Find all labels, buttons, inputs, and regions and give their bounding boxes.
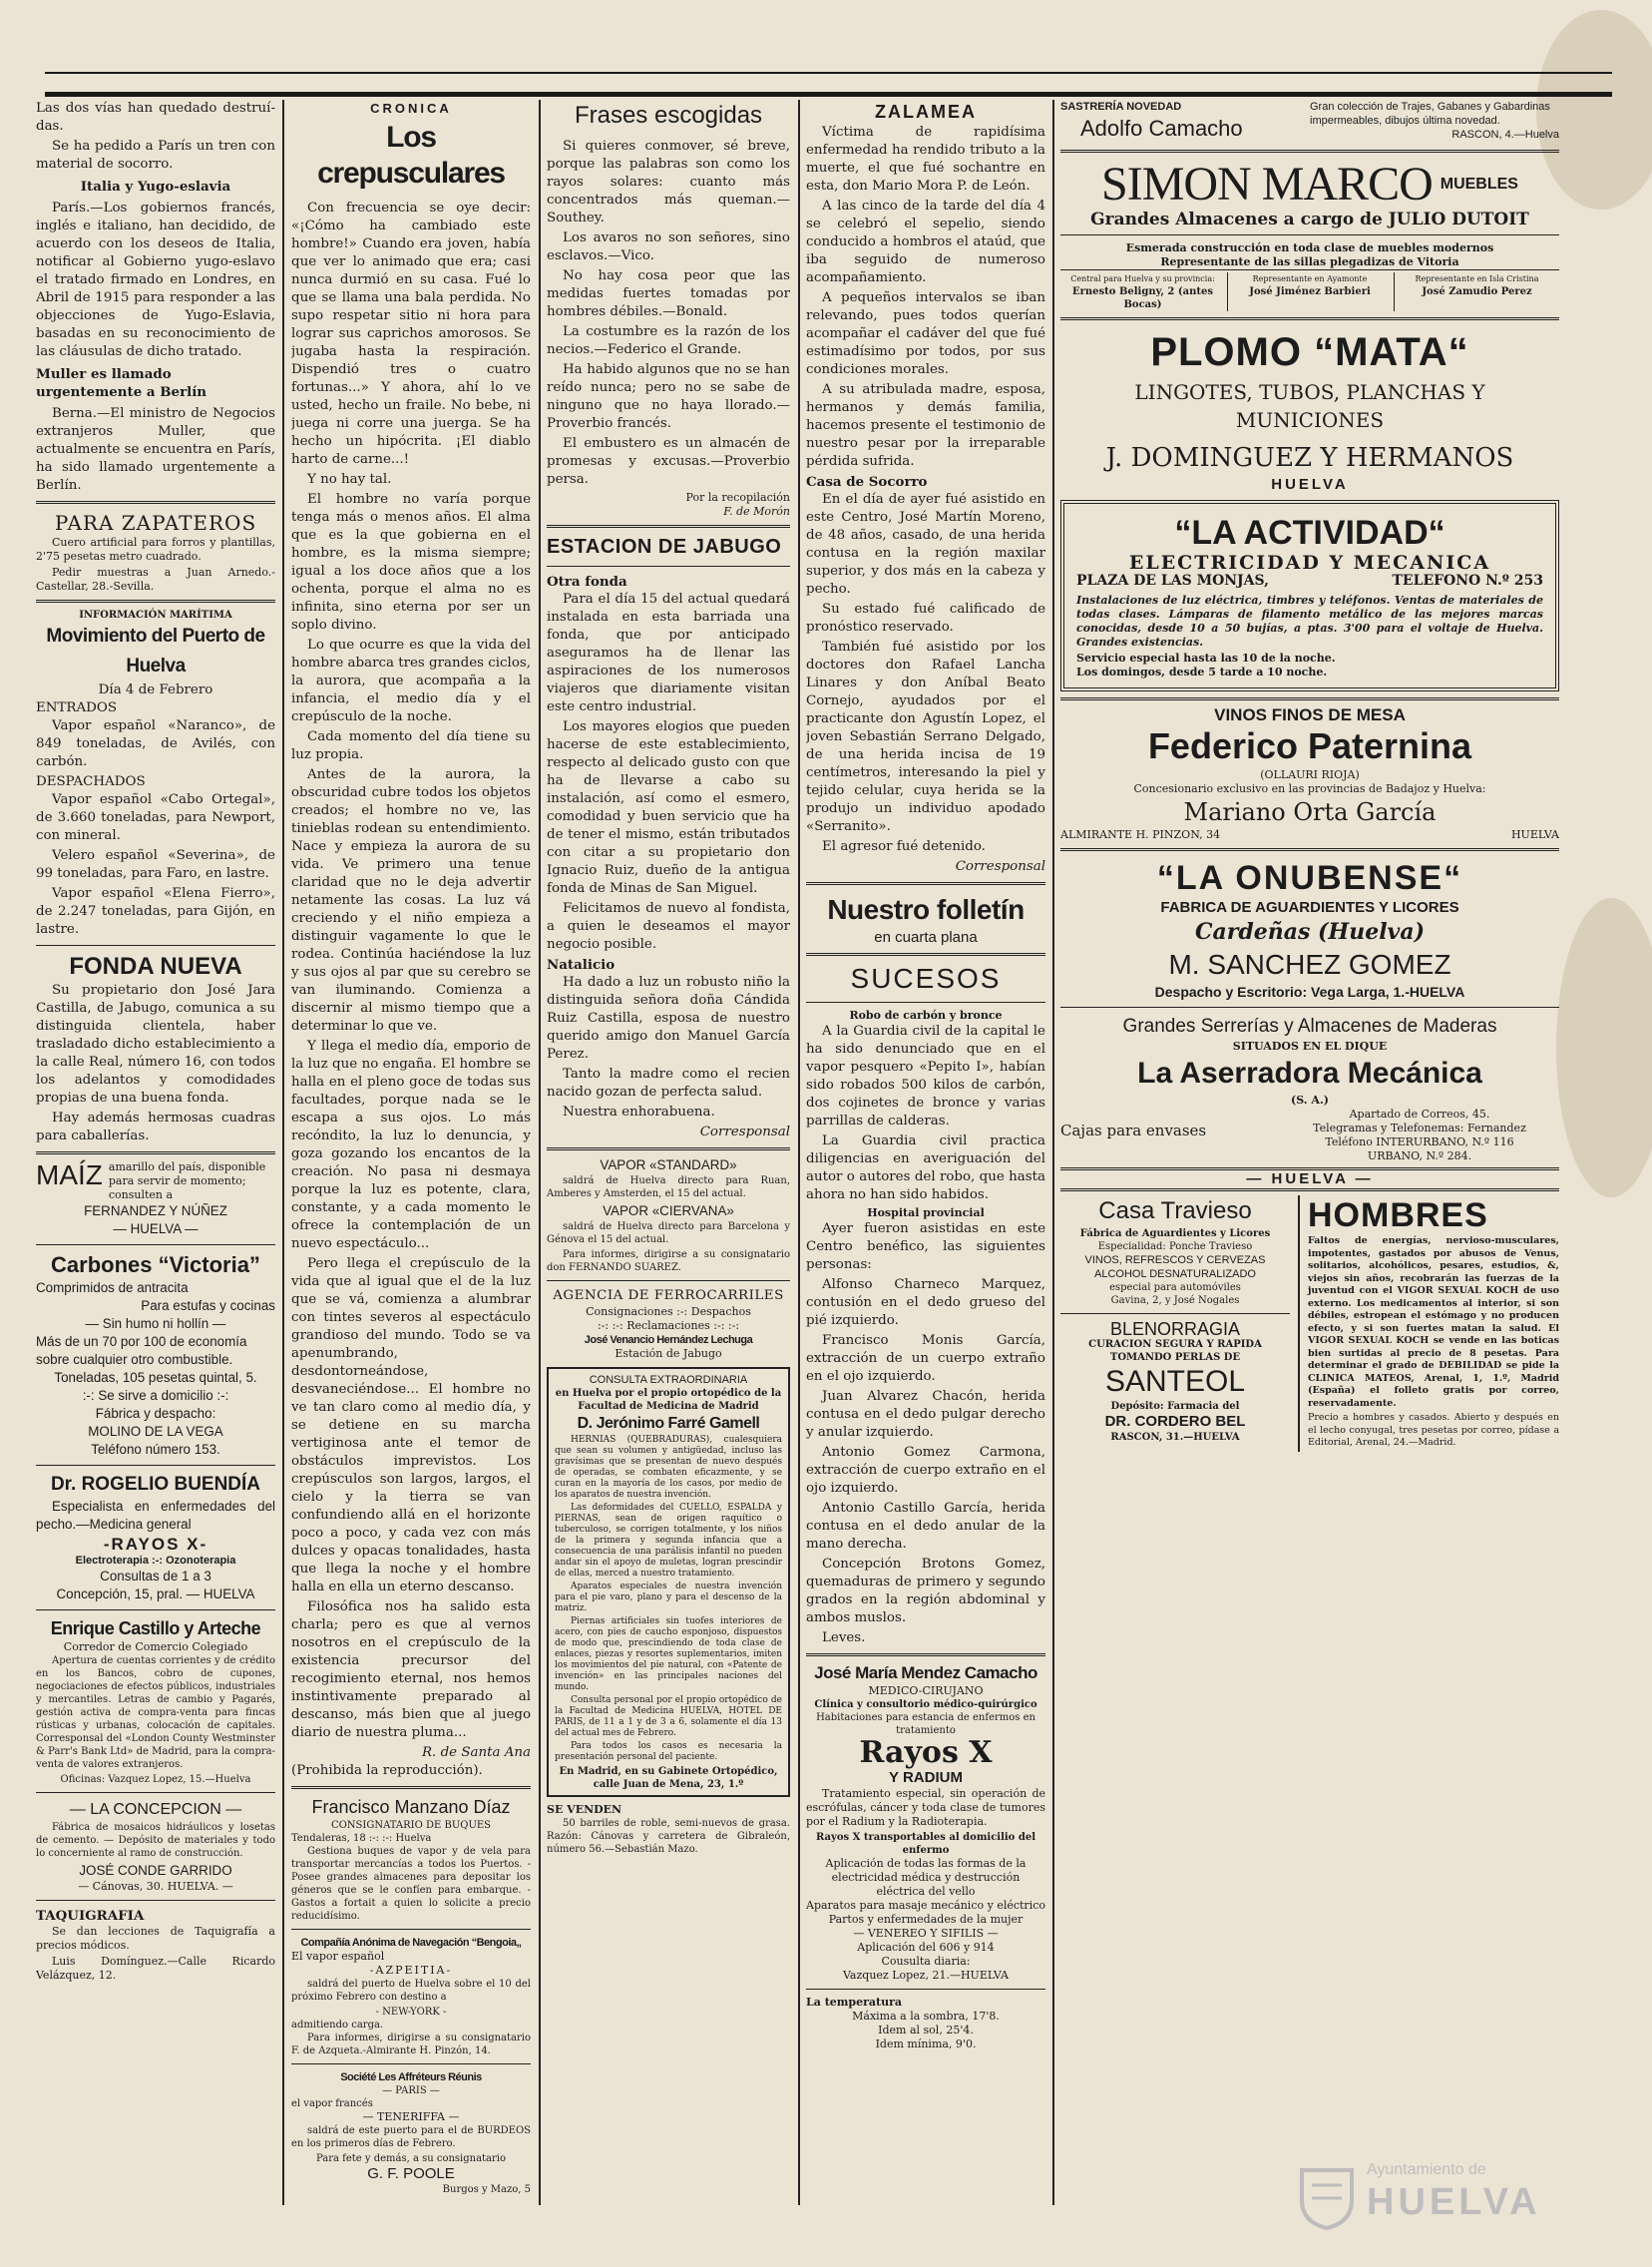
italia-body: París.—Los gobiernos francés, inglés e italiano, han decidido, de acuerdo con los deseos de Italia, notificar al Gobierno yugo-eslavo el tratado firmado en Londres, en Abril de 1915 para responder a las objecciones de Yugo-Eslavia, basadas en su reconocimiento de las cláusulas de dicho tratado. <box>36 201 275 359</box>
zalamea-paragraph: Víctima de rapidísima enfermedad ha rendido tributo a la muerte, el que fué sochantre en esta, don Mario Mora P. de León. <box>806 125 1045 194</box>
maiz-city: — HUELVA — <box>113 1221 199 1236</box>
bengoia-ship: -AZPEITIA- <box>369 1964 453 1977</box>
fonda-extra: Hay además hermosas cuadras para caballerías. <box>36 1111 275 1143</box>
mendez-aparatos: Aparatos para masaje mecánico y eléctrico <box>806 1899 1045 1912</box>
sastreria-kicker: SASTRERÍA NOVEDAD <box>1060 101 1182 113</box>
mendez-domicilio: Rayos X transportables al domicilio del enfermo <box>815 1832 1035 1856</box>
temp-line: Máxima a la sombra, 17'8. <box>852 2010 1000 2023</box>
manzano-title: Francisco Manzano Díaz <box>311 1797 511 1817</box>
consulta-doctor: D. Jerónimo Farré Gamell <box>577 1415 760 1432</box>
aserradora-info <box>1060 1108 1559 1163</box>
mendez-clinic: Clínica y consultorio médico-quirúrgico <box>814 1699 1037 1710</box>
consulta-personal: Consulta personal por el propio ortopédico de la Facultad de Medicina HUELVA, HOTEL DE PARIS, de 11 a 1 y de 3 a 6, solamente el día 13 del actual mes de Febrero. <box>555 1695 782 1738</box>
vinos-city: HUELVA <box>1510 828 1559 841</box>
italia-title: Italia y Yugo-eslavia <box>80 179 231 195</box>
corresponsal: Corresponsal <box>699 1125 790 1139</box>
onubense-sub: FABRICA DE AGUARDIENTES Y LICORES <box>1160 899 1459 916</box>
cronica-paragraph: Con frecuencia se oye decir: «¡Cómo ha cambiado este hombre!» Cuando era joven, había que ver lo animado que era; casi nunca durmió en su casa. Fué lo que se llama una bala perdida. No supo respetar sitio ni hora para lograr sus caprichos amorosos. Se jugaba hasta la respiración. Dispendió tres o cuatro fortunas...» Y ahora, ahí lo ve usted, hecho un fraile. No bebe, ni juega ni corre una juerga. Se ha hecho un hipócrita. ¡El diablo harto de carne...! <box>291 201 531 467</box>
zapateros-contact: Pedir muestras a Juan Arnedo.-Castellar, 28.-Sevilla. <box>36 566 275 593</box>
cronica-note: (Prohibida la reproducción). <box>291 1763 483 1778</box>
rayos-sub: Y RADIUM <box>889 1769 963 1786</box>
carbones-line: Comprimidos de antracita <box>36 1280 189 1295</box>
simon-agent <box>1227 272 1393 311</box>
aserradora-sa: (S. A.) <box>1291 1094 1329 1107</box>
hospital-paragraph: Antonio Gomez Carmona, extracción de cuerpo extraño en el ojo izquierdo. <box>806 1445 1045 1496</box>
manzano-sub: CONSIGNATARIO DE BUQUES <box>330 1820 492 1831</box>
vinos-title: Federico Paternina <box>1147 725 1472 766</box>
vinos-kicker: VINOS FINOS DE MESA <box>1214 705 1406 724</box>
sastreria-ad <box>1060 100 1559 144</box>
aserradora-line: URBANO, N.º 284. <box>1367 1149 1472 1162</box>
mendez-partos: Partos y enfermedades de la mujer <box>828 1913 1024 1926</box>
carbones-line: Más de un 70 por 100 de economía sobre cualquier otro combustible. <box>36 1334 247 1367</box>
watermark-line1: Ayuntamiento de <box>1367 2161 1486 2178</box>
mendez-hab: Habitaciones para estancia de enfermos en tratamiento <box>816 1712 1035 1736</box>
natalicio-paragraph: Tanto la madre como el recien nacido gozan de perfecta salud. <box>547 1067 790 1100</box>
simon-agent-label: Representante en Ayamonte <box>1252 274 1368 283</box>
otra-fonda-paragraph: Para el día 15 del actual quedará instalada en esta barriada una fonda, que por anticipado aseguramos ha de llenar las aspiraciones de los numerosos viajeros que diariamente visitan este centro industrial. <box>547 592 790 714</box>
consulta-madrid: En Madrid, en su Gabinete Ortopédico, calle Juan de Mena, 23, 1.º <box>559 1766 778 1790</box>
vapor2-body: saldrá de Huelva directo para Barcelona y Génova el 15 del actual. <box>547 1221 790 1245</box>
vinos-name: Mariano Orta García <box>1183 798 1437 826</box>
zalamea-title: ZALAMEA <box>875 102 977 122</box>
bengoia-vapor: El vapor español <box>291 1950 385 1963</box>
sastreria-right <box>1310 100 1559 144</box>
socorro-title: Casa de Socorro <box>806 474 928 490</box>
socorro-paragraph: En el día de ayer fué asistido en este Centro, José Martín Moreno, de 48 años, casado, de una herida contusa en la región maxilar superior, y dos más en la cabeza y pecho. <box>806 492 1045 597</box>
maiz-body: amarillo del país, disponible para servir de momento; consulten a <box>108 1160 266 1201</box>
hombres-body: Faltos de energías, nervioso-musculares, impotentes, gastados por abusos de Venus, solitarios, alcohólicos, pesares, estudios, &, viejos sin años, recobrarán las fuerzas de la juventud con el VIGOR SEXUAL KOCH de uso externo. Los medicamentos al interior, si son débiles, estropean el estómago y no producen efecto, y si son fuertes matan la salud. El VIGOR SEXUAL KOCH se vende en las boticas bien surtidas al precio de 8 pesetas. Para determinar el grado de DEBILIDAD se pide la CLINICA MATEOS, Arenal, 1, 1.º, Madrid (España) el folleto gratis por correo, reservadamente. <box>1308 1235 1559 1409</box>
castillo-sub: Corredor de Comercio Colegiado <box>63 1640 248 1653</box>
buendia-addr: Concepción, 15, pral. — HUELVA <box>56 1587 255 1601</box>
concepcion-owner: JOSÉ CONDE GARRIDO <box>79 1863 232 1878</box>
mendez-title: José María Mendez Camacho <box>814 1663 1037 1682</box>
mendez-addr: Vazquez Lopez, 21.—HUELVA <box>842 1969 1009 1982</box>
zalamea-paragraph: A las cinco de la tarde del día 4 se celebró el sepelio, siendo conducido a hombros el ataúd, que iba seguido de numeroso acompañamiento. <box>806 199 1045 285</box>
carbones-title: Carbones “Victoria” <box>51 1252 260 1277</box>
sastreria-name: Adolfo Camacho <box>1080 116 1243 141</box>
cronica-paragraph: Pero llega el crepúsculo de la vida que al igual que el de la luz que se vá, comienza a alumbrar con tintes severos al espectáculo grandioso del mundo. Todo se va apenumbrando, desdontorneándose, desvaneciéndose... El hombre no ve tan claro como al medio día, y se detiene en su marcha vertiginosa ante el temor de obstáculos imprevistos. Los crepúsculos son largos, largos, el cielo y la tierra se van confundiendo allá en el horizonte poco a poco, y cada vez con más dulces y opacas tonalidades, hasta que llega la noche y el hombre halla en ella un eterno descanso. <box>291 1256 531 1594</box>
socorro-paragraph: Su estado fué calificado de pronóstico reservado. <box>806 602 1045 635</box>
buendia-electro: Electroterapia :-: Ozonoterapia <box>75 1555 236 1567</box>
frase: El embustero es un almacén de promesas y excusas.—Proverbio persa. <box>547 436 790 487</box>
simon-sub: Grandes Almacenes a cargo de JULIO DUTOIT <box>1090 210 1529 229</box>
divider <box>806 1989 1045 1990</box>
venden-title: SE VENDEN <box>547 1803 622 1816</box>
simon-agent-name: José Zamudio Perez <box>1422 286 1532 297</box>
simon-rep: Representante de las sillas plegadizas de Vitoria <box>1160 255 1459 268</box>
serrerias-title: Grandes Serrerías y Almacenes de Maderas <box>1122 1016 1497 1037</box>
travieso-title: Casa Travieso <box>1098 1197 1252 1224</box>
cronica-paragraph: Cada momento del día tiene su luz propia. <box>291 729 531 762</box>
divider <box>547 1147 790 1150</box>
travieso-auto: especial para automóviles <box>1109 1282 1241 1293</box>
column-divider <box>798 100 800 2205</box>
frase: La costumbre es la razón de los necios.—Federico el Grande. <box>547 324 790 357</box>
carbones-line: — Sin humo ni hollín — <box>85 1316 226 1331</box>
concepcion-addr: — Cánovas, 30. HUELVA. — <box>78 1880 233 1893</box>
muller-body: Berna.—El ministro de Negocios extranjeros Muller, que actualmente se encuentra en París, ha sido llamado urgentemente a Berlín. <box>36 406 275 493</box>
frase: Si quieres conmover, sé breve, porque las palabras son como los rayos solares: cuanto más concentrados más queman.—Southey. <box>547 139 790 226</box>
divider <box>36 600 275 603</box>
cronica-title: Los crepusculares <box>317 121 505 190</box>
actividad-contact <box>1076 572 1543 590</box>
divider <box>547 566 790 567</box>
mendez-606: Aplicación del 606 y 914 <box>857 1941 995 1954</box>
buendia-hours: Consultas de 1 a 3 <box>100 1569 211 1584</box>
intro-line: Las dos vías han quedado destruí-das. <box>36 101 275 134</box>
hospital-paragraph: Ayer fueron asistidas en este Centro benéfico, las siguientes personas: <box>806 1221 1045 1272</box>
bengoia-route: saldrá del puerto de Huelva sobre el 10 del próximo Febrero con destino a <box>291 1979 531 2003</box>
plomo-city: HUELVA <box>1271 476 1349 493</box>
bengoia-info: Para informes, dirigirse a su consignatario F. de Azqueta.-Almirante H. Pinzón, 14. <box>291 2033 531 2056</box>
left-ads <box>1060 1195 1290 1452</box>
zapateros-body: Cuero artificial para forros y plantillas, 2'75 pesetas metro cuadrado. <box>36 536 275 563</box>
maritima-title: Movimiento del Puerto de Huelva <box>46 626 265 677</box>
vapor1-body: saldrá de Huelva directo para Ruan, Amberes y Amsterden, el 15 del actual. <box>547 1175 790 1199</box>
simon-agent-name: Ernesto Beligny, 2 (antes Bocas) <box>1072 286 1213 310</box>
simon-agent <box>1394 272 1559 311</box>
divider <box>291 1786 531 1789</box>
consulta-close: Para todos los casos es necesaria la presentación personal del paciente. <box>555 1741 782 1762</box>
bottom-ads <box>1060 1195 1559 1452</box>
travieso-spec: Especialidad: Ponche Travieso <box>1097 1241 1253 1252</box>
natalicio-paragraph: Ha dado a luz un robusto niño la distinguida señora doña Cándida Ruiz Castilla, esposa de nuestro querido amigo don Manuel García Perez. <box>547 975 790 1062</box>
affreteurs-ship: — TENERIFFA — <box>362 2110 460 2123</box>
column-1 <box>36 100 275 2205</box>
buendia-rayos: -RAYOS X- <box>103 1535 208 1554</box>
column-3 <box>547 100 790 2205</box>
divider <box>806 1002 1045 1003</box>
vapor2-title: VAPOR «CIERVANA» <box>603 1203 734 1218</box>
column-2 <box>291 100 531 2205</box>
concepcion-title: — LA CONCEPCION — <box>69 1801 242 1818</box>
hospital-paragraph: Alfonso Charneco Marquez, contusión en el dedo grueso del pié izquierdo. <box>806 1277 1045 1328</box>
municipal-watermark <box>1297 2155 1616 2235</box>
frase: Ha habido algunos que no se han reído nunca; pero no se sabe de ninguno que no haya llorado.—Proverbio francés. <box>547 362 790 431</box>
ad-divider <box>1298 1195 1300 1452</box>
vinos-footer <box>1060 828 1559 842</box>
frase: Los avaros no son señores, sino esclavos.—Vico. <box>547 230 790 263</box>
hospital-paragraph: Francisco Monis García, extracción de un cuerpo extraño en el ojo izquierdo. <box>806 1333 1045 1384</box>
consulta-hernias: HERNIAS (QUEBRADURAS), cualesquiera que sean su volumen y antigüedad, incluso las gravísimas que se presentan de nuevo después de operadas, se combaten eficazmente, y se curan en la mayoría de los casos, por medio de los aparatos de nuestra invención. <box>555 1435 782 1500</box>
hombres-title: HOMBRES <box>1308 1196 1488 1234</box>
travieso-alcohol: ALCOHOL DESNATURALIZADO <box>1094 1268 1256 1280</box>
affreteurs-city: — PARIS — <box>382 2085 440 2096</box>
top-rule-thick <box>45 92 1612 97</box>
temp-line: Idem al sol, 25'4. <box>878 2024 974 2037</box>
zapateros-title: PARA ZAPATEROS <box>54 511 257 535</box>
socorro-paragraph: El agresor fué detenido. <box>822 839 986 854</box>
buendia-title: Dr. ROGELIO BUENDÍA <box>50 1474 261 1495</box>
bengoia-dest: - NEW-YORK - <box>375 2007 447 2018</box>
divider <box>1060 697 1559 700</box>
divider <box>36 1609 275 1610</box>
mendez-body: Tratamiento especial, sin operación de escrófulas, cáncer y toda clase de tumores por el Radium y la Radioterapia. <box>806 1787 1045 1828</box>
divider <box>36 1792 275 1793</box>
actividad-title: “LA ACTIVIDAD“ <box>1174 514 1446 552</box>
onubense-title: “LA ONUBENSE“ <box>1156 859 1463 897</box>
sucesos-title: SUCESOS <box>850 963 1002 994</box>
right-ads <box>1308 1195 1559 1452</box>
cronica-paragraph: Y llega el medio día, emporio de la luz que no engaña. El hombre se halla en el pleno goce de todas sus facultades, porque nada se le escapa a sus ojos. Lo más recóndito, la luz lo denuncia, y goza gozando los encantos de la creación. No pasa ni desmaya porque la luz es potente, clara, constante, y a cada momento le ofrece la contemplación de un nuevo espectáculo... <box>291 1039 531 1251</box>
cronica-paragraph: Y no hay tal. <box>307 472 392 487</box>
cronica-paragraph: Antes de la aurora, la obscuridad cubre todos los objetos creados; el hombre no ve, las tinieblas rodean su entendimiento. Nace y empieza la aurora de su vida. Ve primero una tenue claridad que no le deja advertir netamente las cosas. La luz vá creciendo y el niño empieza a distinguir vagamente lo que le rodea. Continúa haciéndose la luz y sus ojos al par que su cerebro se van iluminando. Comienza a discernir al mismo tiempo que a determinar lo que ve. <box>291 767 531 1034</box>
natalicio-title: Natalicio <box>547 957 616 973</box>
mendez-apl: Aplicación de todas las formas de la electricidad médica y destrucción eléctrica del vello <box>825 1857 1027 1898</box>
vinos-place: (OLLAURI RIOJA) <box>1260 768 1360 781</box>
folletin-sub: en cuarta plana <box>874 929 978 946</box>
divider <box>806 1653 1045 1656</box>
serrerias-sub: SITUADOS EN EL DIQUE <box>1232 1040 1388 1053</box>
otra-fonda-title: Otra fonda <box>547 574 627 590</box>
divider <box>36 1151 275 1154</box>
maritima-date: Día 4 de Febrero <box>98 682 213 697</box>
blenorragia-dr: DR. CORDERO BEL <box>1104 1413 1246 1430</box>
affreteurs-info: Para fete y demás, a su consignatario <box>315 2153 507 2164</box>
affreteurs-vapor: el vapor francés <box>291 2098 373 2109</box>
vapor1-title: VAPOR «STANDARD» <box>600 1157 737 1172</box>
simon-agent <box>1060 272 1225 311</box>
aserradora-line: Apartado de Correos, 45. <box>1349 1108 1490 1121</box>
aserradora-city: — HUELVA — <box>1060 1167 1559 1191</box>
taquigrafia-addr: Luis Domínguez.—Calle Ricardo Velázquez, 12. <box>36 1955 275 1982</box>
blenorragia-addr: RASCON, 31.—HUELVA <box>1110 1432 1240 1443</box>
despachado-item: Vapor español «Cabo Ortegal», de 3.660 toneladas, para Newport, con mineral. <box>36 792 275 843</box>
agencia-line: Consignaciones :-: Despachos <box>586 1305 751 1318</box>
consulta-ad <box>547 1367 790 1797</box>
estacion-title: ESTACION DE JABUGO <box>547 536 782 558</box>
frase: No hay cosa peor que las medidas fuertes tomadas por hombres débiles.—Bonald. <box>547 268 790 319</box>
blenorragia-sub: CURACION SEGURA Y RAPIDA TOMANDO PERLAS DE <box>1088 1339 1262 1363</box>
zalamea-paragraph: A pequeños intervalos se iban relevando, pues todos querían acompañar el cadáver del que fué estimadísimo por todos, por sus condiciones morales. <box>806 290 1045 377</box>
hombres-foot: Precio a hombres y casados. Abierto y después en el lecho conyugal, tres pesetas por correo, pídase a Editorial, Arenal, 24.—Madrid. <box>1308 1412 1559 1448</box>
divider <box>36 945 275 946</box>
aserradora-line: Telegramas y Telefonemas: Fernandez <box>1313 1122 1526 1134</box>
carbones-line: :-: Se sirve a domicilio :-: <box>82 1388 229 1403</box>
cronica-paragraph: Filosófica nos ha salido esta charla; pero es que al vernos nosotros en el crepúsculo de la existencia precursor del recogimiento eternal, nos hemos instintivamente preparado al descanso, más bien que al juego diario de nuestra pluma... <box>291 1599 531 1740</box>
divider <box>1060 1313 1290 1314</box>
mendez-sub: MEDICO-CIRUJANO <box>868 1684 984 1697</box>
simon-agent-name: José Jiménez Barbieri <box>1249 286 1371 297</box>
column-divider <box>282 100 284 2205</box>
travieso-sub: Fábrica de Aguardientes y Licores <box>1079 1228 1271 1239</box>
frases-credit: Por la recopilación <box>685 491 790 504</box>
column-divider <box>1052 100 1054 2205</box>
mendez-diaria: Cousulta diaria: <box>881 1955 971 1968</box>
vinos-addr: ALMIRANTE H. PINZON, 34 <box>1060 828 1221 841</box>
watermark-line2: HUELVA <box>1367 2181 1541 2223</box>
fonda-title: FONDA NUEVA <box>69 953 242 980</box>
aserradora-title: La Aserradora Mecánica <box>1137 1057 1482 1090</box>
blenorragia-title: BLENORRAGIA <box>1109 1319 1241 1339</box>
divider <box>36 1900 275 1901</box>
divider <box>1060 317 1559 320</box>
aserradora-cajas: Cajas para envases <box>1060 1122 1207 1139</box>
agencia-title: AGENCIA DE FERROCARRILES <box>553 1288 784 1303</box>
divider <box>36 1465 275 1466</box>
travieso-addr: Gavina, 2, y José Nogales <box>1110 1295 1240 1306</box>
column-4 <box>806 100 1045 2205</box>
paper-stain <box>1556 898 1652 1197</box>
travieso-vinos: VINOS, REFRESCOS Y CERVEZAS <box>1084 1254 1266 1266</box>
castillo-title: Enrique Castillo y Arteche <box>50 1618 261 1638</box>
divider <box>806 953 1045 956</box>
simon-header <box>1060 159 1559 211</box>
divider <box>1060 234 1559 235</box>
simon-agent-label: Representante en Isla Cristina <box>1415 274 1539 283</box>
robo-paragraph: La Guardia civil practica diligencias en averiguación del autor o autores del robo, que hasta ahora no han sido habidos. <box>806 1134 1045 1202</box>
column-divider <box>539 100 541 2205</box>
manzano-addr: Tendaleras, 18 :-: :-: Huelva <box>291 1833 432 1844</box>
maiz-title: MAÍZ <box>36 1159 103 1190</box>
blenorragia-dep: Depósito: Farmacia del <box>1110 1401 1240 1412</box>
affreteurs-addr: Burgos y Mazo, 5 <box>442 2184 531 2195</box>
carbones-line: Toneladas, 105 pesetas quintal, 5. <box>54 1370 257 1385</box>
corresponsal: Corresponsal <box>955 859 1045 874</box>
consulta-deformidades: Las deformidades del CUELLO, ESPALDA y PIERNAS, sean de origen raquítico o tuberculoso, se corrigen totalmente, y los niños de la primera y segunda infancia que a consecuencia de una parálisis infantil no pueden andar sin el apoyo de muletas, logran prescindir de ellas, merced a nuestro tratamiento. <box>555 1503 782 1579</box>
agencia-name: José Venancio Hernández Lechuga <box>584 1334 753 1346</box>
actividad-addr: PLAZA DE LAS MONJAS, <box>1076 573 1270 589</box>
carbones-line: MOLINO DE LA VEGA <box>88 1424 223 1439</box>
venden-body: 50 barriles de roble, semi-nuevos de grasa. Razón: Cánovas y carretera de Gibraleón, número 56.—Sebastián Mazo. <box>547 1818 790 1855</box>
bengoia-title: Compañía Anónima de Navegación “Bengoia„ <box>300 1937 522 1949</box>
carbones-line: Fábrica y despacho: <box>95 1406 216 1421</box>
buendia-body: Especialista en enfermedades del pecho.—Medicina general <box>36 1499 275 1532</box>
onubense-addr: Despacho y Escritorio: Vega Larga, 1.-HUELVA <box>1154 984 1465 1000</box>
divider <box>806 882 1045 885</box>
actividad-sub: ELECTRICIDAD Y MECANICA <box>1128 552 1491 574</box>
sastreria-left <box>1060 100 1290 144</box>
despachado-item: Velero español «Severina», de 99 toneladas, para Faro, en lastre. <box>36 848 275 881</box>
frases-author: F. de Morón <box>723 505 790 518</box>
divider <box>547 1280 790 1281</box>
plomo-title: PLOMO “MATA“ <box>1150 330 1469 374</box>
taquigrafia-body: Se dan lecciones de Taquigrafía a precios módicos. <box>36 1925 275 1952</box>
folletin-title: Nuestro folletín <box>827 894 1025 925</box>
divider <box>1060 150 1559 153</box>
concepcion-body: Fábrica de mosaicos hidráulicos y losetas de cemento. — Depósito de materiales y todo lo concerniente al ramo de construcción. <box>36 1822 275 1859</box>
vapor-info: Para informes, dirigirse a su consignatario don FERNANDO SUAREZ. <box>547 1249 790 1273</box>
cronica-paragraph: Lo que ocurre es que la vida del hombre abarca tres grandes ciclos, la aurora, que acompaña a la infancia, el medio día y el crepúsculo de la noche. <box>291 638 531 724</box>
carbones-line: Para estufas y cocinas <box>141 1298 275 1313</box>
entradas-label: ENTRADOS <box>36 700 118 715</box>
simon-muebles: MUEBLES <box>1440 176 1518 193</box>
affreteurs-title: Société Les Affréteurs Réunis <box>340 2071 482 2083</box>
despachados-label: DESPACHADOS <box>36 774 146 789</box>
sastreria-body: Gran colección de Trajes, Gabanes y Gabardinas impermeables, dibujos última novedad. <box>1310 101 1550 127</box>
top-rule-thin <box>45 72 1612 74</box>
vinos-conc: Concesionario exclusivo en las provincias de Badajoz y Huelva: <box>1133 782 1486 795</box>
actividad-dom: Los domingos, desde 5 tarde a 10 noche. <box>1076 666 1328 679</box>
simon-title: SIMON MARCO <box>1101 158 1433 211</box>
affreteurs-route: saldrá de este puerto para el de BURDEOS en los primeros días de Febrero. <box>291 2125 531 2149</box>
affreteurs-agent: G. F. POOLE <box>367 2165 455 2182</box>
plomo-sub: LINGOTES, TUBOS, PLANCHAS Y MUNICIONES <box>1134 380 1485 432</box>
cronica-signature: R. de Santa Ana <box>421 1745 531 1760</box>
temp-title: La temperatura <box>806 1996 903 2009</box>
hospital-title: Hospital provincial <box>867 1206 985 1219</box>
entrada-item: Vapor español «Naranco», de 849 toneladas, de Avilés, con carbón. <box>36 718 275 769</box>
temp-line: Idem mínima, 9'0. <box>875 2038 977 2050</box>
divider <box>547 525 790 528</box>
maritima-kicker: INFORMACIÓN MARÍTIMA <box>79 610 232 621</box>
column-5 <box>1060 100 1559 2205</box>
plomo-firm: J. DOMINGUEZ Y HERMANOS <box>1105 443 1514 473</box>
hospital-paragraph: Concepción Brotons Gomez, quemaduras de primero y segundo grados en la región abdominal y ambos muslos. <box>806 1557 1045 1625</box>
divider <box>36 501 275 504</box>
divider <box>291 2063 531 2064</box>
actividad-ad <box>1060 500 1559 691</box>
frases-title: Frases escogidas <box>574 102 763 129</box>
intro-line: Se ha pedido a París un tren con material de socorro. <box>36 139 275 172</box>
hospital-paragraph: Juan Alvarez Chacón, herida contusa en el dedo pulgar derecho y anular izquierdo. <box>806 1389 1045 1440</box>
onubense-place: Cardeñas (Huelva) <box>1194 919 1426 945</box>
robo-title: Robo de carbón y bronce <box>849 1009 1003 1022</box>
actividad-serv: Servicio especial hasta las 10 de la noche. <box>1076 652 1336 665</box>
rayos-title: Rayos X <box>859 1735 993 1770</box>
divider <box>36 1244 275 1245</box>
blenorragia-brand: SANTEOL <box>1104 1365 1246 1398</box>
bengoia-cargo: admitiendo carga. <box>291 2020 384 2031</box>
consulta-aparatos: Aparatos especiales de nuestra invención para el pie varo, plano y para el descenso de la matriz. <box>555 1582 782 1613</box>
aserradora-contacts <box>1280 1108 1559 1163</box>
aserradora-line: Teléfono INTERURBANO, N.º 116 <box>1325 1135 1514 1148</box>
fonda-body: Su propietario don José Jara Castilla, de Jabugo, comunica a su distinguida clientela, haber trasladado dicho establecimiento a la calle Real, número 16, con todos los adelantos y comodidades propias de una buena fonda. <box>36 983 275 1106</box>
zalamea-paragraph: A su atribulada madre, esposa, hermanos y demás familia, hacemos presente el testimonio de nuestro pesar por la irreparable pérdida sufrida. <box>806 382 1045 469</box>
carbones-line: Teléfono número 153. <box>91 1442 220 1457</box>
natalicio-paragraph: Nuestra enhorabuena. <box>563 1105 715 1120</box>
taquigrafia-title: TAQUIGRAFIA <box>36 1908 145 1924</box>
manzano-body: Gestiona buques de vapor y de vela para transportar mercancías a todos los Puertos. - Posee grandes almacenes para depositar los géneros que se le confíen para embarque. - Gastos a fortait a quien lo solicite a precio reducidísimo. <box>291 1846 531 1922</box>
socorro-paragraph: También fué asistido por los doctores don Rafael Lancha Linares y don Aníbal Beato Cornejo, ayudados por el practicante don Agustín Lopez, el joven Sebastián Serrano Delgado, de una herida incisa de 19 centímetros, interesando la piel y tejido celular, cuya herida se la produjo un individuo apodado «Serranito». <box>806 640 1045 834</box>
simon-agents <box>1060 269 1559 311</box>
crest-icon <box>1297 2160 1357 2230</box>
simon-body: Esmerada construcción en toda clase de muebles modernos <box>1125 241 1494 254</box>
hospital-paragraph: Leves. <box>822 1630 866 1645</box>
despachado-item: Vapor español «Elena Fierro», de 2.247 toneladas, para Gijón, en lastre. <box>36 886 275 937</box>
agencia-addr: Estación de Jabugo <box>615 1347 722 1360</box>
actividad-tel: TELEFONO N.º 253 <box>1392 573 1543 589</box>
consulta-sub: en Huelva por el propio ortopédico de la Facultad de Medicina de Madrid <box>555 1388 782 1412</box>
actividad-body: Instalaciones de luz eléctrica, timbres y teléfonos. Ventas de materiales de todas clases. Lámparas de filamento metálico de las mejores marcas conocidas, desde 10 a 50 bujías, a ptas. 3'00 para el voltaje de Huelva. Grandes existencias. <box>1076 594 1543 649</box>
castillo-body: Apertura de cuentas corrientes y de crédito en los Bancos, cobro de cupones, negociaciones de efectos públicos, industriales y mercantiles. Letras de cambio y Pagarés, gestión activa de compra-venta para fincas rústicas y urbanas, colocación de capitales. Corresponsal del «London County Westminster & Parr's Bank Ltd» de Madrid, para la compra-venta de valores extranjeros. <box>36 1655 275 1770</box>
otra-fonda-paragraph: Felicitamos de nuevo al fondista, a quien le deseamos el mayor negocio posible. <box>547 901 790 952</box>
consulta-piernas: Piernas artificiales sin tuofes interiores de acero, con pies de caucho esponjoso, dispuestos de modo que, prescindiendo de toda clase de enlaces, piezas y resortes suplementarios, imiten los movimientos del pie natural, con «Patente de invención» en las principales naciones del mundo. <box>555 1616 782 1692</box>
hospital-paragraph: Antonio Castillo García, herida contusa en el dedo anular de la mano derecha. <box>806 1501 1045 1552</box>
muller-title: Muller es llamado urgentemente a Berlín <box>36 366 207 400</box>
mendez-venereo: — VENEREO Y SIFILIS — <box>853 1927 999 1940</box>
maiz-firm: FERNANDEZ Y NÚÑEZ <box>84 1203 227 1218</box>
simon-agent-label: Central para Huelva y su provincia: <box>1070 274 1215 283</box>
divider <box>1060 848 1559 851</box>
cronica-kicker: CRONICA <box>370 101 452 116</box>
castillo-office: Oficinas: Vazquez Lopez, 15.—Huelva <box>60 1774 251 1785</box>
consulta-title: CONSULTA EXTRAORDINARIA <box>589 1374 748 1386</box>
onubense-name: M. SANCHEZ GOMEZ <box>1168 949 1451 980</box>
robo-paragraph: A la Guardia civil de la capital le ha sido denunciado que en el vapor pesquero «Pepito I», habían sido robados 500 kilos de carbón, dos cojinetes de bronce y varias parrillas de calderas. <box>806 1024 1045 1129</box>
sastreria-addr: RASCON, 4.—Huelva <box>1451 129 1559 141</box>
divider <box>291 1929 531 1930</box>
divider <box>1060 1007 1559 1008</box>
otra-fonda-paragraph: Los mayores elogios que pueden hacerse de este establecimiento, respecto al delicado gusto con que ha de llevarse a cabo su instalación, así como el esmero, comodidad y buen servicio que ha de tener el mismo, están tributados con citar a su propietario don Ignacio Ruiz, dueño de la antigua fonda de Minas de San Miguel. <box>547 719 790 896</box>
cronica-paragraph: El hombre no varía porque tenga más o menos años. El alma que es la que gobierna en el hombre, es la misma siempre; igual a los doce años que a los ochenta, porque el alma no es infinita, sino eterna por ser un soplo divino. <box>291 492 531 633</box>
maiz-ad <box>36 1160 275 1202</box>
agencia-line: :-: :-: Reclamaciones :-: :-: <box>597 1319 740 1332</box>
